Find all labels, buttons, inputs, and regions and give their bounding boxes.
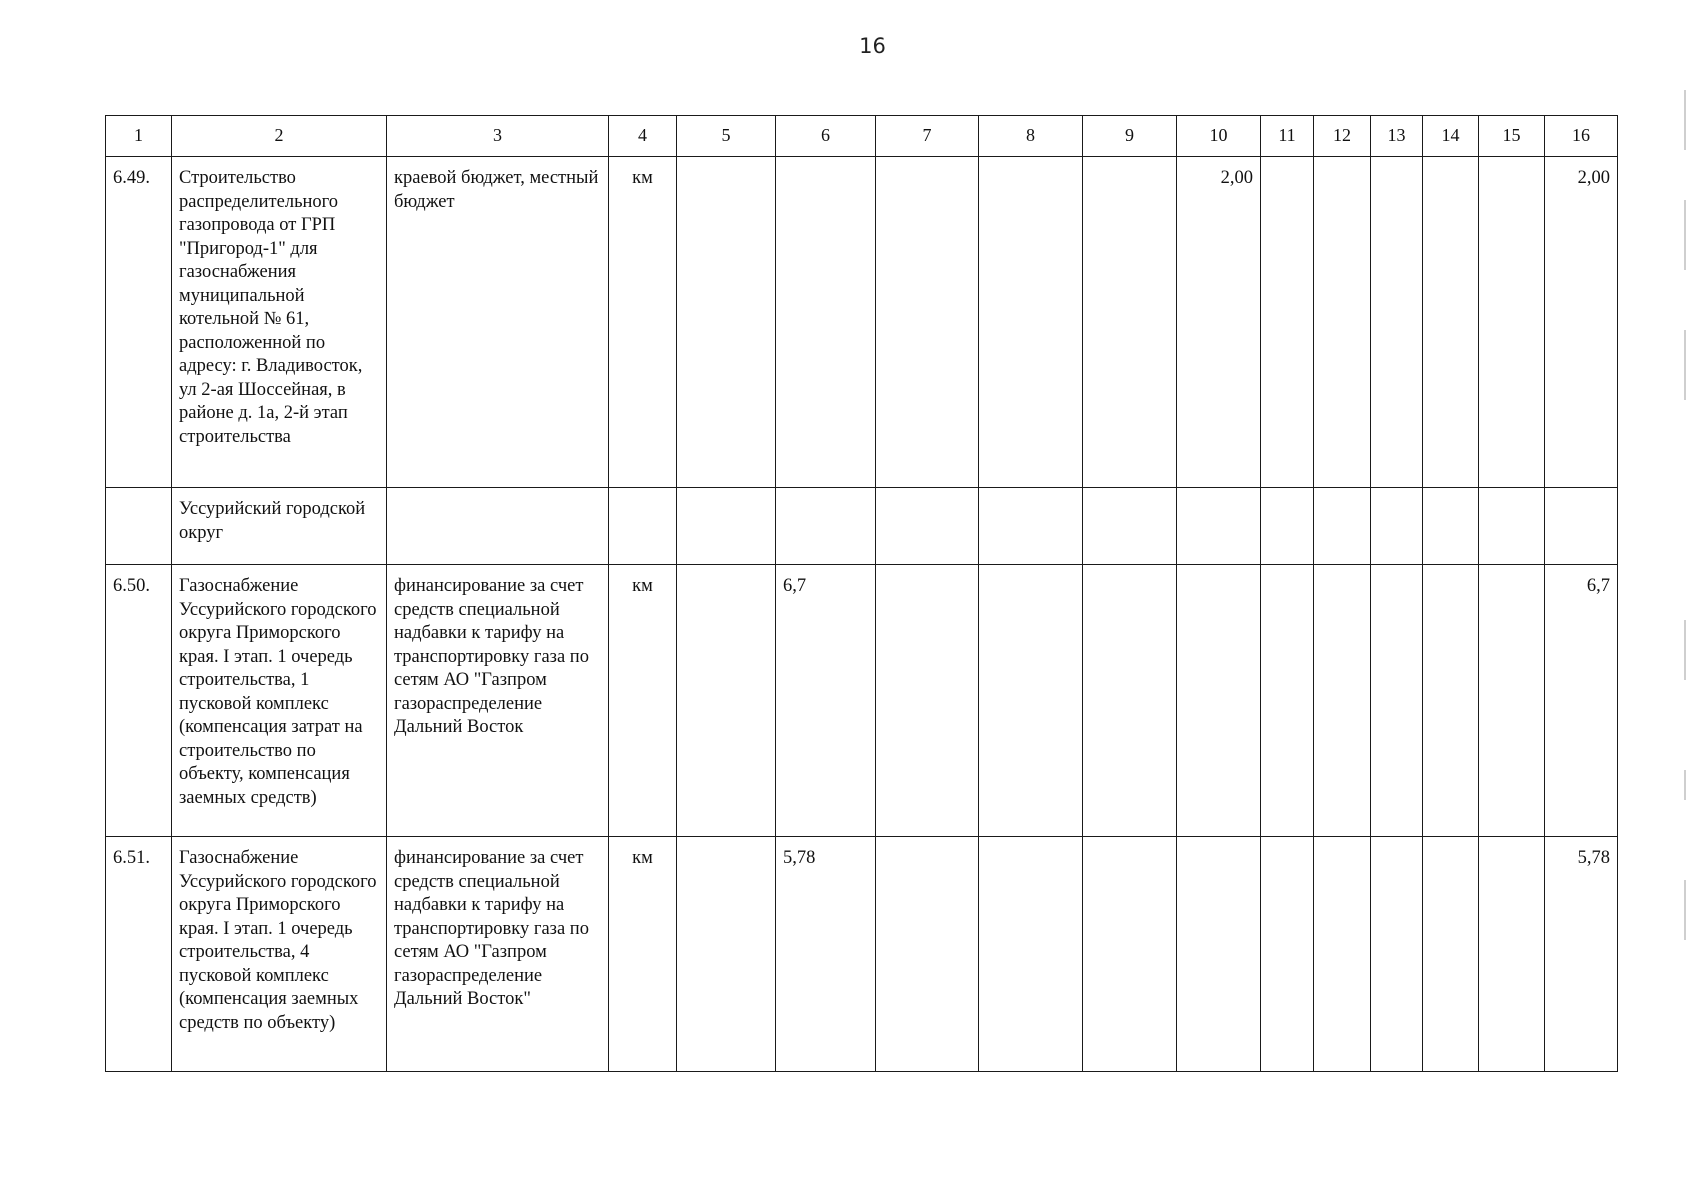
- cell-6: 6,7: [776, 565, 876, 837]
- scan-edge-mark: [1684, 620, 1686, 680]
- cell-8: [979, 565, 1083, 837]
- object-name: Строительство распределительного газопровода от ГРП "Пригород-1" для газоснабжения муниципальной котельной № 61, расположенной по адресу: г. Владивосток, ул 2-ая Шоссейная, в районе д. 1а, 2-й этап строительства: [172, 157, 387, 488]
- scan-edge-mark: [1684, 90, 1686, 150]
- cell-6: [776, 488, 876, 565]
- cell-10: 2,00: [1177, 157, 1261, 488]
- cell-16: 2,00: [1545, 157, 1618, 488]
- cell-16: 5,78: [1545, 837, 1618, 1072]
- header-cell: 5: [677, 116, 776, 157]
- cell-7: [876, 488, 979, 565]
- cell-14: [1423, 565, 1479, 837]
- cell-16: 6,7: [1545, 565, 1618, 837]
- header-cell: 8: [979, 116, 1083, 157]
- cell-14: [1423, 837, 1479, 1072]
- header-cell: 11: [1261, 116, 1314, 157]
- cell-11: [1261, 157, 1314, 488]
- funding-source: финансирование за счет средств специальной надбавки к тарифу на транспортировку газа по сетям АО "Газпром газораспределение Дальний Восток: [387, 565, 609, 837]
- scan-edge-mark: [1684, 770, 1686, 800]
- cell-8: [979, 837, 1083, 1072]
- cell-10: [1177, 837, 1261, 1072]
- cell-15: [1479, 157, 1545, 488]
- row-number: [106, 488, 172, 565]
- cell-15: [1479, 565, 1545, 837]
- header-cell: 9: [1083, 116, 1177, 157]
- scan-edge-mark: [1684, 330, 1686, 400]
- funding-source: краевой бюджет, местный бюджет: [387, 157, 609, 488]
- scan-edge-mark: [1684, 200, 1686, 270]
- unit: [609, 488, 677, 565]
- cell-15: [1479, 837, 1545, 1072]
- cell-13: [1371, 565, 1423, 837]
- cell-6: [776, 157, 876, 488]
- row-number: 6.50.: [106, 565, 172, 837]
- header-cell: 2: [172, 116, 387, 157]
- section-title: Уссурийский городской округ: [172, 488, 387, 565]
- cell-7: [876, 837, 979, 1072]
- cell-15: [1479, 488, 1545, 565]
- funding-source: финансирование за счет средств специальной надбавки к тарифу на транспортировку газа по сетям АО "Газпром газораспределение Дальний Восток": [387, 837, 609, 1072]
- cell-5: [677, 488, 776, 565]
- header-cell: 6: [776, 116, 876, 157]
- cell-5: [677, 837, 776, 1072]
- cell-9: [1083, 565, 1177, 837]
- cell-8: [979, 157, 1083, 488]
- cell-9: [1083, 488, 1177, 565]
- cell-11: [1261, 565, 1314, 837]
- cell-12: [1314, 837, 1371, 1072]
- object-name: Газоснабжение Уссурийского городского округа Приморского края. I этап. 1 очередь строительства, 1 пусковой комплекс (компенсация затрат на строительство по объекту, компенсация заемных средств): [172, 565, 387, 837]
- header-cell: 16: [1545, 116, 1618, 157]
- scan-edge-mark: [1684, 880, 1686, 940]
- funding-source: [387, 488, 609, 565]
- page-number: 16: [859, 34, 886, 58]
- cell-11: [1261, 837, 1314, 1072]
- object-name: Газоснабжение Уссурийского городского округа Приморского края. I этап. 1 очередь строительства, 4 пусковой комплекс (компенсация заемных средств по объекту): [172, 837, 387, 1072]
- cell-16: [1545, 488, 1618, 565]
- table-header-row: [106, 116, 1618, 157]
- cell-9: [1083, 157, 1177, 488]
- header-cell: 13: [1371, 116, 1423, 157]
- cell-10: [1177, 488, 1261, 565]
- cell-13: [1371, 837, 1423, 1072]
- cell-14: [1423, 157, 1479, 488]
- cell-10: [1177, 565, 1261, 837]
- header-cell: 3: [387, 116, 609, 157]
- cell-5: [677, 157, 776, 488]
- cell-13: [1371, 488, 1423, 565]
- table-row: [106, 488, 1618, 565]
- header-cell: 10: [1177, 116, 1261, 157]
- cell-8: [979, 488, 1083, 565]
- data-table: [105, 115, 1618, 1072]
- header-cell: 15: [1479, 116, 1545, 157]
- cell-7: [876, 157, 979, 488]
- header-cell: 12: [1314, 116, 1371, 157]
- cell-12: [1314, 488, 1371, 565]
- unit: км: [609, 565, 677, 837]
- cell-11: [1261, 488, 1314, 565]
- row-number: 6.49.: [106, 157, 172, 488]
- header-cell: 4: [609, 116, 677, 157]
- header-cell: 7: [876, 116, 979, 157]
- table-row: [106, 157, 1618, 488]
- cell-12: [1314, 565, 1371, 837]
- cell-9: [1083, 837, 1177, 1072]
- table-row: [106, 565, 1618, 837]
- table-row: [106, 837, 1618, 1072]
- row-number: 6.51.: [106, 837, 172, 1072]
- cell-12: [1314, 157, 1371, 488]
- header-cell: 14: [1423, 116, 1479, 157]
- cell-7: [876, 565, 979, 837]
- cell-14: [1423, 488, 1479, 565]
- header-cell: 1: [106, 116, 172, 157]
- cell-6: 5,78: [776, 837, 876, 1072]
- unit: км: [609, 157, 677, 488]
- cell-5: [677, 565, 776, 837]
- unit: км: [609, 837, 677, 1072]
- cell-13: [1371, 157, 1423, 488]
